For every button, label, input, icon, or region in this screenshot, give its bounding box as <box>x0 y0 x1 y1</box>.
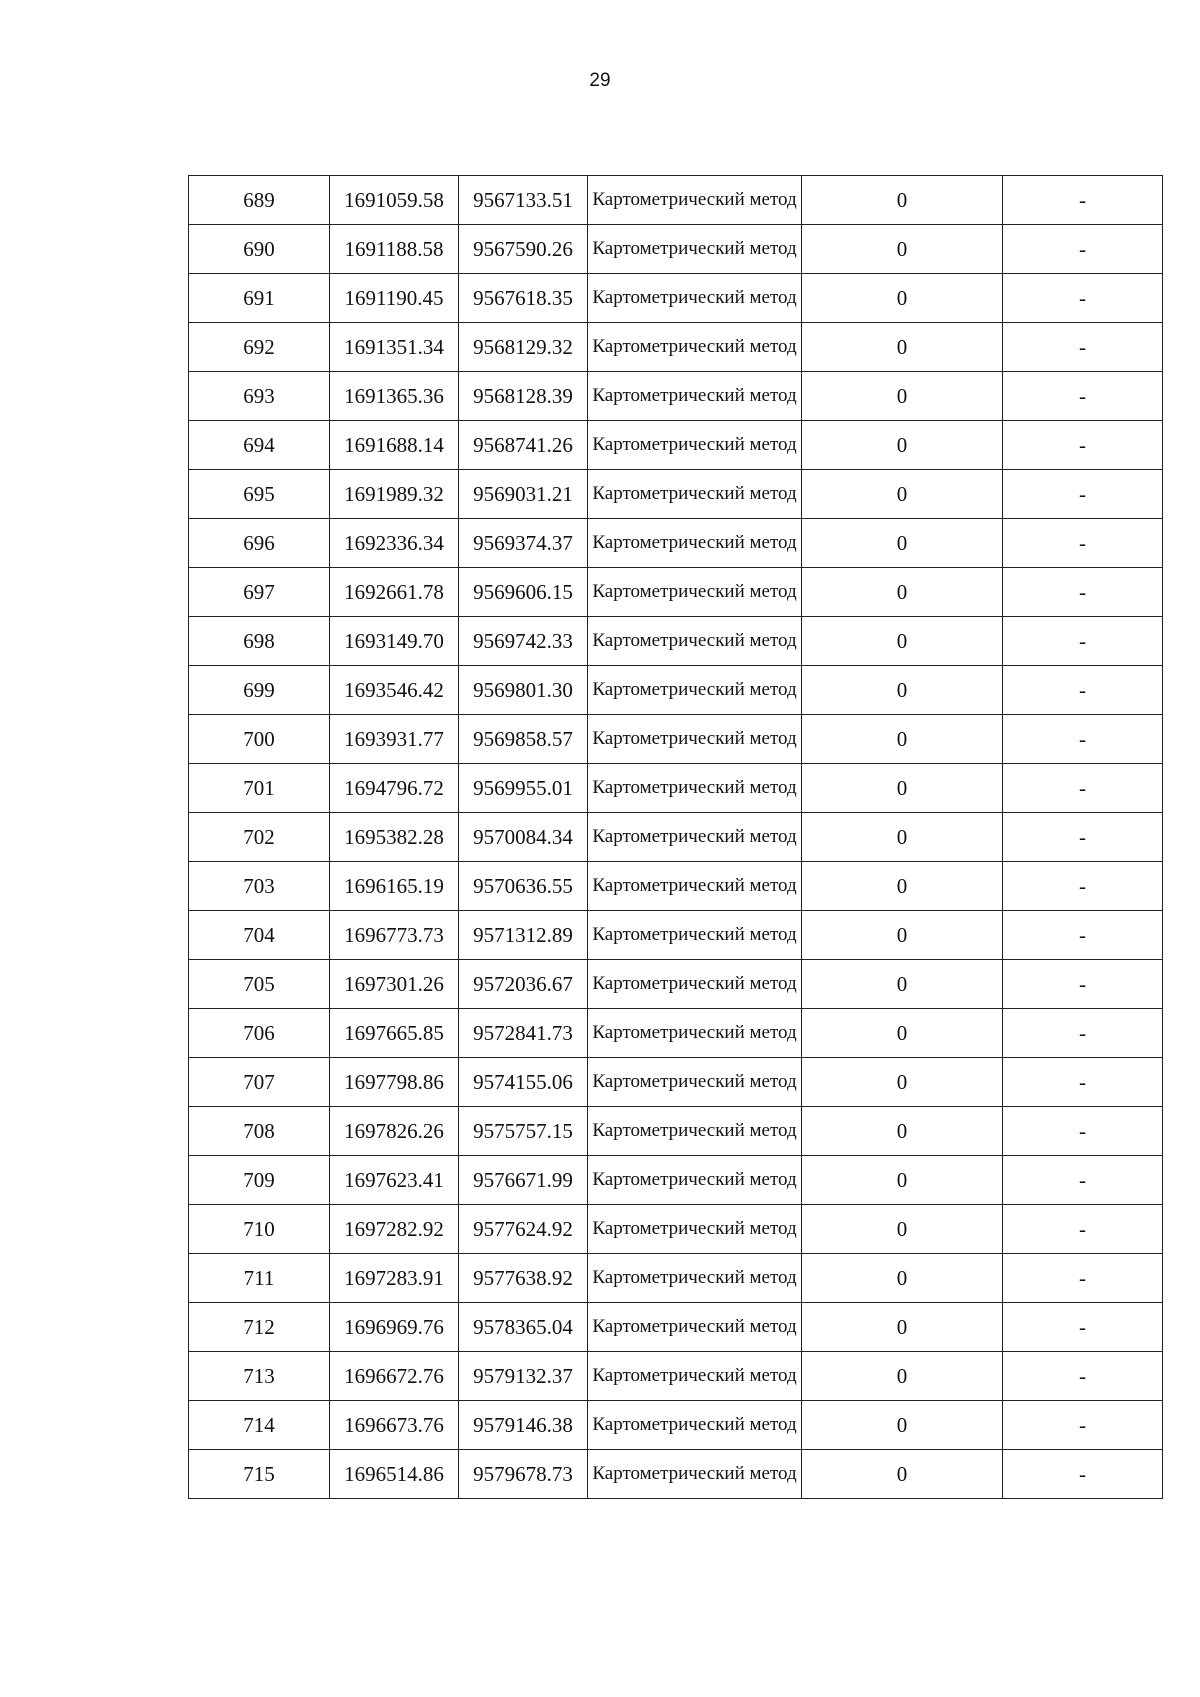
y-coordinate-cell: 9574155.06 <box>459 1058 588 1107</box>
point-number-cell: 703 <box>189 862 330 911</box>
accuracy-cell: 0 <box>802 1401 1003 1450</box>
point-number-cell: 698 <box>189 617 330 666</box>
point-number-cell: 700 <box>189 715 330 764</box>
x-coordinate-cell: 1697283.91 <box>330 1254 459 1303</box>
point-number-cell: 711 <box>189 1254 330 1303</box>
x-coordinate-cell: 1693546.42 <box>330 666 459 715</box>
y-coordinate-cell: 9579678.73 <box>459 1450 588 1499</box>
table-row <box>189 1205 1163 1254</box>
point-number-cell: 693 <box>189 372 330 421</box>
accuracy-cell: 0 <box>802 323 1003 372</box>
y-coordinate-cell: 9567618.35 <box>459 274 588 323</box>
y-coordinate-cell: 9576671.99 <box>459 1156 588 1205</box>
description-cell: - <box>1003 617 1163 666</box>
x-coordinate-cell: 1697301.26 <box>330 960 459 1009</box>
description-cell: - <box>1003 1009 1163 1058</box>
accuracy-cell: 0 <box>802 666 1003 715</box>
x-coordinate-cell: 1691989.32 <box>330 470 459 519</box>
table-row <box>189 960 1163 1009</box>
y-coordinate-cell: 9578365.04 <box>459 1303 588 1352</box>
y-coordinate-cell: 9567133.51 <box>459 176 588 225</box>
point-number-cell: 715 <box>189 1450 330 1499</box>
x-coordinate-cell: 1696514.86 <box>330 1450 459 1499</box>
x-coordinate-cell: 1697282.92 <box>330 1205 459 1254</box>
coordinates-table-body <box>189 176 1163 1499</box>
table-row <box>189 470 1163 519</box>
y-coordinate-cell: 9569031.21 <box>459 470 588 519</box>
description-cell: - <box>1003 1107 1163 1156</box>
table-row <box>189 715 1163 764</box>
table-row <box>189 274 1163 323</box>
point-number-cell: 702 <box>189 813 330 862</box>
table-row <box>189 421 1163 470</box>
accuracy-cell: 0 <box>802 1352 1003 1401</box>
coordinates-table <box>188 175 1163 1499</box>
x-coordinate-cell: 1694796.72 <box>330 764 459 813</box>
accuracy-cell: 0 <box>802 470 1003 519</box>
table-row <box>189 813 1163 862</box>
method-cell: Картометрический метод <box>588 519 802 568</box>
table-row <box>189 372 1163 421</box>
description-cell: - <box>1003 1450 1163 1499</box>
x-coordinate-cell: 1691188.58 <box>330 225 459 274</box>
method-cell: Картометрический метод <box>588 1254 802 1303</box>
point-number-cell: 713 <box>189 1352 330 1401</box>
accuracy-cell: 0 <box>802 1107 1003 1156</box>
method-cell: Картометрический метод <box>588 1303 802 1352</box>
table-row <box>189 1058 1163 1107</box>
table-row <box>189 323 1163 372</box>
point-number-cell: 714 <box>189 1401 330 1450</box>
y-coordinate-cell: 9569606.15 <box>459 568 588 617</box>
table-row <box>189 1401 1163 1450</box>
description-cell: - <box>1003 372 1163 421</box>
table-row <box>189 764 1163 813</box>
description-cell: - <box>1003 715 1163 764</box>
description-cell: - <box>1003 1058 1163 1107</box>
accuracy-cell: 0 <box>802 1254 1003 1303</box>
point-number-cell: 708 <box>189 1107 330 1156</box>
point-number-cell: 697 <box>189 568 330 617</box>
method-cell: Картометрический метод <box>588 176 802 225</box>
x-coordinate-cell: 1696165.19 <box>330 862 459 911</box>
x-coordinate-cell: 1696773.73 <box>330 911 459 960</box>
point-number-cell: 709 <box>189 1156 330 1205</box>
x-coordinate-cell: 1692661.78 <box>330 568 459 617</box>
accuracy-cell: 0 <box>802 1450 1003 1499</box>
point-number-cell: 691 <box>189 274 330 323</box>
point-number-cell: 696 <box>189 519 330 568</box>
accuracy-cell: 0 <box>802 764 1003 813</box>
accuracy-cell: 0 <box>802 372 1003 421</box>
point-number-cell: 699 <box>189 666 330 715</box>
method-cell: Картометрический метод <box>588 470 802 519</box>
y-coordinate-cell: 9571312.89 <box>459 911 588 960</box>
accuracy-cell: 0 <box>802 1156 1003 1205</box>
x-coordinate-cell: 1697623.41 <box>330 1156 459 1205</box>
accuracy-cell: 0 <box>802 1058 1003 1107</box>
page-number: 29 <box>589 70 611 91</box>
x-coordinate-cell: 1696673.76 <box>330 1401 459 1450</box>
method-cell: Картометрический метод <box>588 1352 802 1401</box>
accuracy-cell: 0 <box>802 568 1003 617</box>
table-row <box>189 225 1163 274</box>
point-number-cell: 705 <box>189 960 330 1009</box>
y-coordinate-cell: 9572036.67 <box>459 960 588 1009</box>
x-coordinate-cell: 1697826.26 <box>330 1107 459 1156</box>
description-cell: - <box>1003 274 1163 323</box>
y-coordinate-cell: 9570084.34 <box>459 813 588 862</box>
y-coordinate-cell: 9572841.73 <box>459 1009 588 1058</box>
table-row <box>189 666 1163 715</box>
description-cell: - <box>1003 1156 1163 1205</box>
accuracy-cell: 0 <box>802 1205 1003 1254</box>
accuracy-cell: 0 <box>802 813 1003 862</box>
y-coordinate-cell: 9567590.26 <box>459 225 588 274</box>
description-cell: - <box>1003 176 1163 225</box>
x-coordinate-cell: 1691351.34 <box>330 323 459 372</box>
method-cell: Картометрический метод <box>588 372 802 421</box>
description-cell: - <box>1003 1303 1163 1352</box>
table-row <box>189 519 1163 568</box>
table-row <box>189 1156 1163 1205</box>
point-number-cell: 694 <box>189 421 330 470</box>
x-coordinate-cell: 1696969.76 <box>330 1303 459 1352</box>
description-cell: - <box>1003 1254 1163 1303</box>
accuracy-cell: 0 <box>802 1009 1003 1058</box>
accuracy-cell: 0 <box>802 715 1003 764</box>
point-number-cell: 710 <box>189 1205 330 1254</box>
description-cell: - <box>1003 323 1163 372</box>
description-cell: - <box>1003 911 1163 960</box>
table-row <box>189 1450 1163 1499</box>
y-coordinate-cell: 9577624.92 <box>459 1205 588 1254</box>
y-coordinate-cell: 9579146.38 <box>459 1401 588 1450</box>
x-coordinate-cell: 1695382.28 <box>330 813 459 862</box>
table-row <box>189 1254 1163 1303</box>
method-cell: Картометрический метод <box>588 323 802 372</box>
table-row <box>189 1107 1163 1156</box>
method-cell: Картометрический метод <box>588 715 802 764</box>
method-cell: Картометрический метод <box>588 1205 802 1254</box>
description-cell: - <box>1003 1352 1163 1401</box>
x-coordinate-cell: 1693149.70 <box>330 617 459 666</box>
accuracy-cell: 0 <box>802 862 1003 911</box>
point-number-cell: 689 <box>189 176 330 225</box>
description-cell: - <box>1003 519 1163 568</box>
accuracy-cell: 0 <box>802 225 1003 274</box>
method-cell: Картометрический метод <box>588 568 802 617</box>
description-cell: - <box>1003 568 1163 617</box>
y-coordinate-cell: 9569955.01 <box>459 764 588 813</box>
y-coordinate-cell: 9575757.15 <box>459 1107 588 1156</box>
y-coordinate-cell: 9569801.30 <box>459 666 588 715</box>
description-cell: - <box>1003 421 1163 470</box>
point-number-cell: 712 <box>189 1303 330 1352</box>
table-row <box>189 862 1163 911</box>
table-row <box>189 617 1163 666</box>
x-coordinate-cell: 1691059.58 <box>330 176 459 225</box>
point-number-cell: 695 <box>189 470 330 519</box>
description-cell: - <box>1003 764 1163 813</box>
accuracy-cell: 0 <box>802 421 1003 470</box>
table-row <box>189 1009 1163 1058</box>
method-cell: Картометрический метод <box>588 1058 802 1107</box>
point-number-cell: 706 <box>189 1009 330 1058</box>
method-cell: Картометрический метод <box>588 960 802 1009</box>
accuracy-cell: 0 <box>802 911 1003 960</box>
accuracy-cell: 0 <box>802 176 1003 225</box>
point-number-cell: 707 <box>189 1058 330 1107</box>
point-number-cell: 690 <box>189 225 330 274</box>
method-cell: Картометрический метод <box>588 666 802 715</box>
accuracy-cell: 0 <box>802 960 1003 1009</box>
method-cell: Картометрический метод <box>588 421 802 470</box>
x-coordinate-cell: 1691190.45 <box>330 274 459 323</box>
y-coordinate-cell: 9579132.37 <box>459 1352 588 1401</box>
method-cell: Картометрический метод <box>588 1107 802 1156</box>
point-number-cell: 704 <box>189 911 330 960</box>
method-cell: Картометрический метод <box>588 225 802 274</box>
table-row <box>189 568 1163 617</box>
description-cell: - <box>1003 470 1163 519</box>
description-cell: - <box>1003 1205 1163 1254</box>
y-coordinate-cell: 9569374.37 <box>459 519 588 568</box>
x-coordinate-cell: 1697798.86 <box>330 1058 459 1107</box>
method-cell: Картометрический метод <box>588 617 802 666</box>
y-coordinate-cell: 9568741.26 <box>459 421 588 470</box>
table-row <box>189 1352 1163 1401</box>
point-number-cell: 701 <box>189 764 330 813</box>
y-coordinate-cell: 9577638.92 <box>459 1254 588 1303</box>
x-coordinate-cell: 1691365.36 <box>330 372 459 421</box>
description-cell: - <box>1003 813 1163 862</box>
x-coordinate-cell: 1697665.85 <box>330 1009 459 1058</box>
description-cell: - <box>1003 1401 1163 1450</box>
method-cell: Картометрический метод <box>588 1156 802 1205</box>
table-row <box>189 1303 1163 1352</box>
method-cell: Картометрический метод <box>588 862 802 911</box>
description-cell: - <box>1003 666 1163 715</box>
method-cell: Картометрический метод <box>588 274 802 323</box>
y-coordinate-cell: 9570636.55 <box>459 862 588 911</box>
accuracy-cell: 0 <box>802 1303 1003 1352</box>
x-coordinate-cell: 1692336.34 <box>330 519 459 568</box>
description-cell: - <box>1003 862 1163 911</box>
accuracy-cell: 0 <box>802 519 1003 568</box>
method-cell: Картометрический метод <box>588 911 802 960</box>
accuracy-cell: 0 <box>802 617 1003 666</box>
x-coordinate-cell: 1691688.14 <box>330 421 459 470</box>
x-coordinate-cell: 1693931.77 <box>330 715 459 764</box>
accuracy-cell: 0 <box>802 274 1003 323</box>
method-cell: Картометрический метод <box>588 1009 802 1058</box>
y-coordinate-cell: 9568128.39 <box>459 372 588 421</box>
description-cell: - <box>1003 225 1163 274</box>
method-cell: Картометрический метод <box>588 764 802 813</box>
method-cell: Картометрический метод <box>588 1401 802 1450</box>
y-coordinate-cell: 9568129.32 <box>459 323 588 372</box>
method-cell: Картометрический метод <box>588 813 802 862</box>
method-cell: Картометрический метод <box>588 1450 802 1499</box>
description-cell: - <box>1003 960 1163 1009</box>
x-coordinate-cell: 1696672.76 <box>330 1352 459 1401</box>
y-coordinate-cell: 9569742.33 <box>459 617 588 666</box>
table-row <box>189 176 1163 225</box>
point-number-cell: 692 <box>189 323 330 372</box>
table-row <box>189 911 1163 960</box>
y-coordinate-cell: 9569858.57 <box>459 715 588 764</box>
